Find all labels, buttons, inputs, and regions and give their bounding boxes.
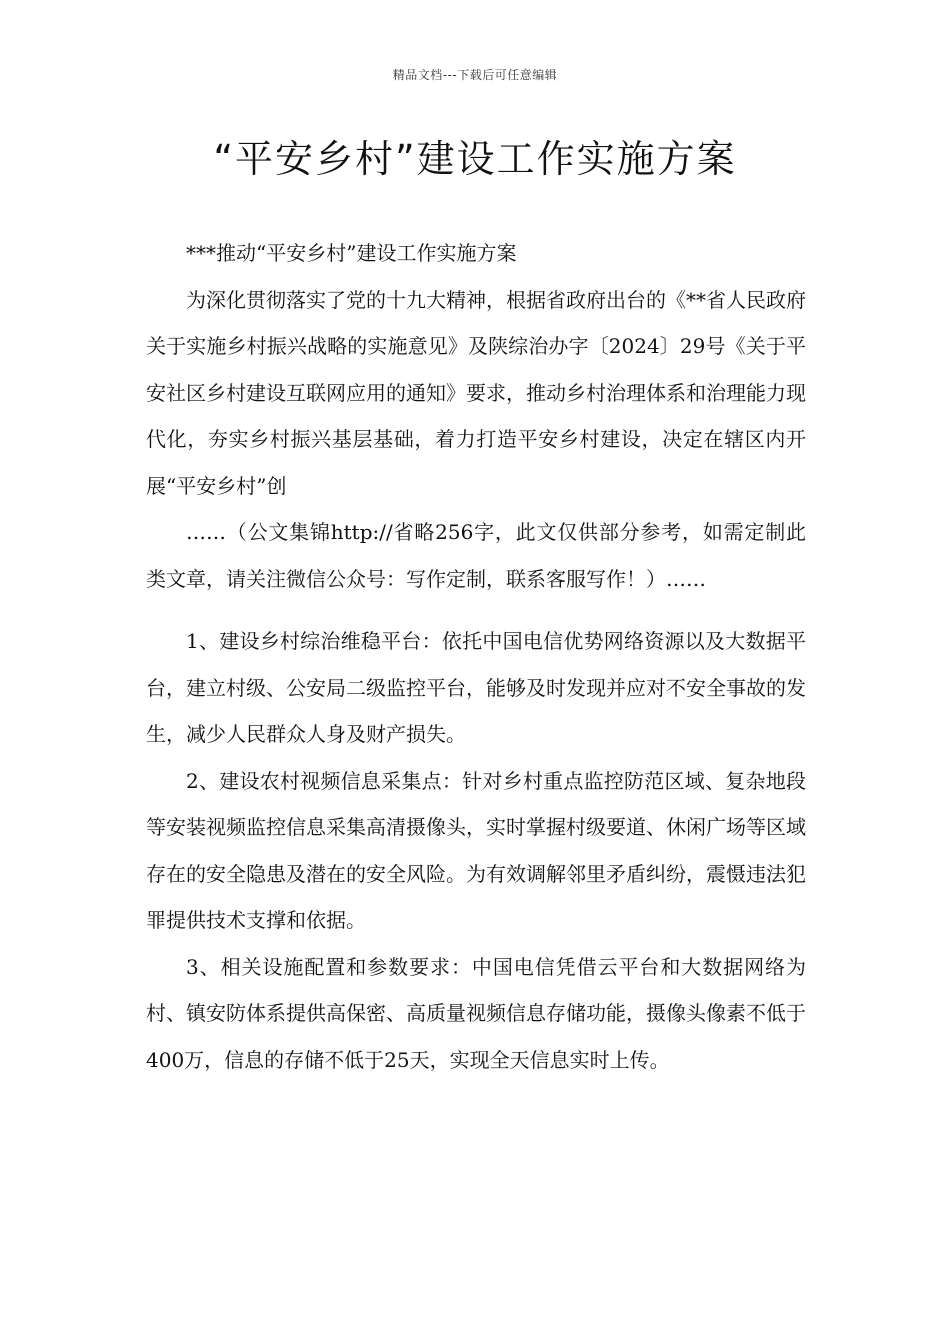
item-1-paragraph: 1、建设乡村综治维稳平台：依托中国电信优势网络资源以及大数据平台，建立村级、公安局二级监控平台，能够及时发现并应对不安全事故的发生，减少人民群众人身及财产损失。 [146, 629, 806, 746]
omitted-note-paragraph: ……（公文集锦http://省略256字，此文仅供部分参考，如需定制此类文章，请关注微信公众号：写作定制，联系客服写作！）…… [146, 520, 806, 591]
item-2-paragraph: 2、建设农村视频信息采集点：针对乡村重点监控防范区域、复杂地段等安装视频监控信息采集高清摄像头，实时掌握村级要道、休闲广场等区域存在的安全隐患及潜在的安全风险。为有效调解邻里矛盾纠纷，震慑违法犯罪提供技术支撑和依据。 [146, 768, 806, 932]
header-note: 精品文档---下载后可任意编辑 [392, 68, 558, 82]
intro-paragraph: 为深化贯彻落实了党的十九大精神，根据省政府出台的《**省人民政府关于实施乡村振兴战略的实施意见》及陕综治办字〔2024〕29号《关于平安社区乡村建设互联网应用的通知》要求，推动乡村治理体系和治理能力现代化，夯实乡村振兴基层基础，着力打造平安乡村建设，决定在辖区内开展“平安乡村”创 [146, 287, 806, 498]
document-body [146, 230, 806, 1083]
document-title: “平安乡村”建设工作实施方案 [213, 137, 737, 181]
subtitle-paragraph: ***推动“平安乡村”建设工作实施方案 [186, 241, 517, 265]
item-3-paragraph: 3、相关设施配置和参数要求：中国电信凭借云平台和大数据网络为村、镇安防体系提供高保密、高质量视频信息存储功能，摄像头像素不低于400万，信息的存储不低于25天，实现全天信息实时上传。 [146, 954, 806, 1072]
